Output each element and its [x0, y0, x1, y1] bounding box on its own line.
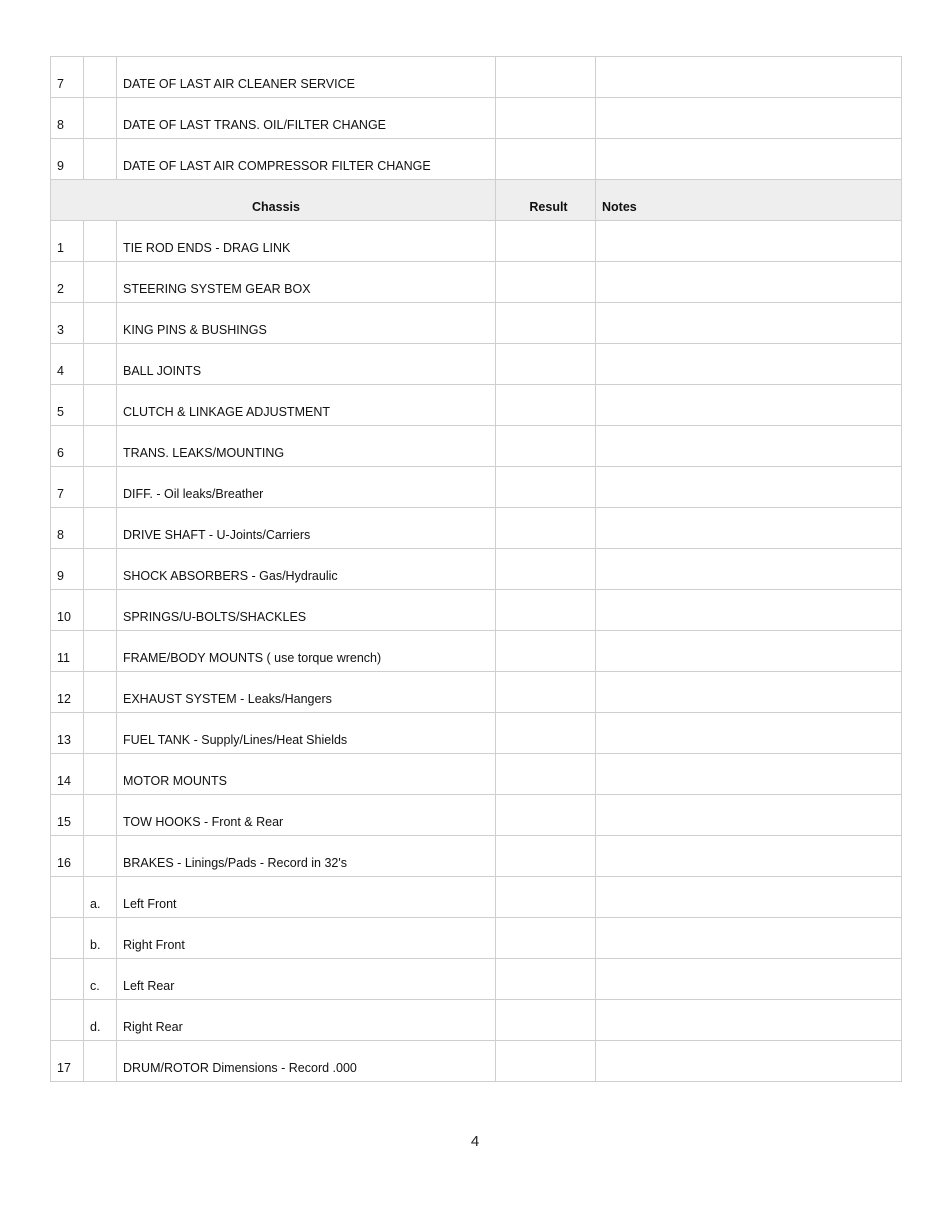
table-row	[51, 918, 902, 959]
result-cell[interactable]	[496, 959, 596, 1000]
section-header-row	[51, 180, 902, 221]
notes-cell[interactable]	[596, 98, 902, 139]
notes-cell[interactable]	[596, 795, 902, 836]
table-row	[51, 877, 902, 918]
item-number: 12	[51, 672, 84, 713]
table-row	[51, 426, 902, 467]
sub-item-letter: a.	[84, 877, 117, 918]
sub-item-letter	[84, 57, 117, 98]
table-row	[51, 1000, 902, 1041]
item-number: 7	[51, 57, 84, 98]
result-cell[interactable]	[496, 344, 596, 385]
notes-cell[interactable]	[596, 754, 902, 795]
item-description: TRANS. LEAKS/MOUNTING	[117, 426, 496, 467]
item-number: 5	[51, 385, 84, 426]
table-row	[51, 139, 902, 180]
notes-cell[interactable]	[596, 877, 902, 918]
notes-column-header: Notes	[596, 180, 902, 221]
table-row	[51, 754, 902, 795]
item-description: DRIVE SHAFT - U-Joints/Carriers	[117, 508, 496, 549]
item-number: 3	[51, 303, 84, 344]
item-number	[51, 877, 84, 918]
sub-item-letter	[84, 672, 117, 713]
result-cell[interactable]	[496, 754, 596, 795]
notes-cell[interactable]	[596, 344, 902, 385]
table-row	[51, 262, 902, 303]
sub-item-letter: d.	[84, 1000, 117, 1041]
result-cell[interactable]	[496, 221, 596, 262]
result-cell[interactable]	[496, 836, 596, 877]
sub-item-letter: c.	[84, 959, 117, 1000]
item-description: STEERING SYSTEM GEAR BOX	[117, 262, 496, 303]
item-description: SPRINGS/U-BOLTS/SHACKLES	[117, 590, 496, 631]
item-description: TOW HOOKS - Front & Rear	[117, 795, 496, 836]
table-row	[51, 713, 902, 754]
item-number: 8	[51, 98, 84, 139]
table-row	[51, 57, 902, 98]
item-number: 15	[51, 795, 84, 836]
notes-cell[interactable]	[596, 139, 902, 180]
result-cell[interactable]	[496, 1041, 596, 1082]
sub-item-letter	[84, 508, 117, 549]
sub-item-letter	[84, 98, 117, 139]
inspection-table	[50, 56, 902, 1082]
result-cell[interactable]	[496, 590, 596, 631]
item-description: Left Rear	[117, 959, 496, 1000]
table-row	[51, 672, 902, 713]
sub-item-letter	[84, 713, 117, 754]
item-description: MOTOR MOUNTS	[117, 754, 496, 795]
sub-item-letter: b.	[84, 918, 117, 959]
table-row	[51, 631, 902, 672]
item-number: 17	[51, 1041, 84, 1082]
item-description: Right Front	[117, 918, 496, 959]
item-number: 4	[51, 344, 84, 385]
item-description: DRUM/ROTOR Dimensions - Record .000	[117, 1041, 496, 1082]
table-row	[51, 467, 902, 508]
table-row	[51, 836, 902, 877]
notes-cell[interactable]	[596, 1041, 902, 1082]
item-number: 6	[51, 426, 84, 467]
result-cell[interactable]	[496, 385, 596, 426]
sub-item-letter	[84, 303, 117, 344]
notes-cell[interactable]	[596, 1000, 902, 1041]
table-row	[51, 98, 902, 139]
table-row	[51, 959, 902, 1000]
notes-cell[interactable]	[596, 672, 902, 713]
notes-cell[interactable]	[596, 221, 902, 262]
item-description: DATE OF LAST TRANS. OIL/FILTER CHANGE	[117, 98, 496, 139]
item-number: 9	[51, 549, 84, 590]
table-row	[51, 1041, 902, 1082]
notes-cell[interactable]	[596, 508, 902, 549]
item-number: 11	[51, 631, 84, 672]
result-cell[interactable]	[496, 303, 596, 344]
item-number: 7	[51, 467, 84, 508]
item-number: 16	[51, 836, 84, 877]
notes-cell[interactable]	[596, 631, 902, 672]
item-description: Left Front	[117, 877, 496, 918]
item-number: 14	[51, 754, 84, 795]
result-cell[interactable]	[496, 139, 596, 180]
table-row	[51, 549, 902, 590]
result-cell[interactable]	[496, 877, 596, 918]
table-row	[51, 221, 902, 262]
result-cell[interactable]	[496, 426, 596, 467]
item-number: 9	[51, 139, 84, 180]
notes-cell[interactable]	[596, 467, 902, 508]
sub-item-letter	[84, 139, 117, 180]
sub-item-letter	[84, 221, 117, 262]
notes-cell[interactable]	[596, 836, 902, 877]
table-row	[51, 303, 902, 344]
item-description: EXHAUST SYSTEM - Leaks/Hangers	[117, 672, 496, 713]
item-description: KING PINS & BUSHINGS	[117, 303, 496, 344]
table-row	[51, 795, 902, 836]
notes-cell[interactable]	[596, 262, 902, 303]
item-description: BALL JOINTS	[117, 344, 496, 385]
result-cell[interactable]	[496, 795, 596, 836]
section-title: Chassis	[51, 180, 496, 221]
table-row	[51, 590, 902, 631]
sub-item-letter	[84, 836, 117, 877]
notes-cell[interactable]	[596, 549, 902, 590]
notes-cell[interactable]	[596, 385, 902, 426]
notes-cell[interactable]	[596, 57, 902, 98]
result-cell[interactable]	[496, 98, 596, 139]
sub-item-letter	[84, 590, 117, 631]
sub-item-letter	[84, 795, 117, 836]
item-description: CLUTCH & LINKAGE ADJUSTMENT	[117, 385, 496, 426]
result-cell[interactable]	[496, 918, 596, 959]
item-description: Right Rear	[117, 1000, 496, 1041]
sub-item-letter	[84, 344, 117, 385]
item-number: 8	[51, 508, 84, 549]
notes-cell[interactable]	[596, 426, 902, 467]
sub-item-letter	[84, 262, 117, 303]
notes-cell[interactable]	[596, 303, 902, 344]
notes-cell[interactable]	[596, 959, 902, 1000]
result-column-header: Result	[496, 180, 596, 221]
notes-cell[interactable]	[596, 590, 902, 631]
item-number: 1	[51, 221, 84, 262]
result-cell[interactable]	[496, 713, 596, 754]
item-description: FRAME/BODY MOUNTS ( use torque wrench)	[117, 631, 496, 672]
notes-cell[interactable]	[596, 918, 902, 959]
result-cell[interactable]	[496, 631, 596, 672]
item-description: FUEL TANK - Supply/Lines/Heat Shields	[117, 713, 496, 754]
sub-item-letter	[84, 549, 117, 590]
result-cell[interactable]	[496, 467, 596, 508]
result-cell[interactable]	[496, 672, 596, 713]
result-cell[interactable]	[496, 57, 596, 98]
result-cell[interactable]	[496, 1000, 596, 1041]
sub-item-letter	[84, 754, 117, 795]
table-row	[51, 508, 902, 549]
result-cell[interactable]	[496, 549, 596, 590]
item-number: 10	[51, 590, 84, 631]
result-cell[interactable]	[496, 262, 596, 303]
item-description: SHOCK ABSORBERS - Gas/Hydraulic	[117, 549, 496, 590]
sub-item-letter	[84, 1041, 117, 1082]
item-number	[51, 918, 84, 959]
sub-item-letter	[84, 426, 117, 467]
table-row	[51, 344, 902, 385]
sub-item-letter	[84, 631, 117, 672]
item-description: DIFF. - Oil leaks/Breather	[117, 467, 496, 508]
item-description: DATE OF LAST AIR COMPRESSOR FILTER CHANGE	[117, 139, 496, 180]
item-description: TIE ROD ENDS - DRAG LINK	[117, 221, 496, 262]
item-number	[51, 1000, 84, 1041]
notes-cell[interactable]	[596, 713, 902, 754]
sub-item-letter	[84, 385, 117, 426]
table-row	[51, 385, 902, 426]
item-number: 2	[51, 262, 84, 303]
item-description: DATE OF LAST AIR CLEANER SERVICE	[117, 57, 496, 98]
result-cell[interactable]	[496, 508, 596, 549]
item-description: BRAKES - Linings/Pads - Record in 32's	[117, 836, 496, 877]
page-number: 4	[470, 1133, 480, 1150]
item-number: 13	[51, 713, 84, 754]
item-number	[51, 959, 84, 1000]
sub-item-letter	[84, 467, 117, 508]
